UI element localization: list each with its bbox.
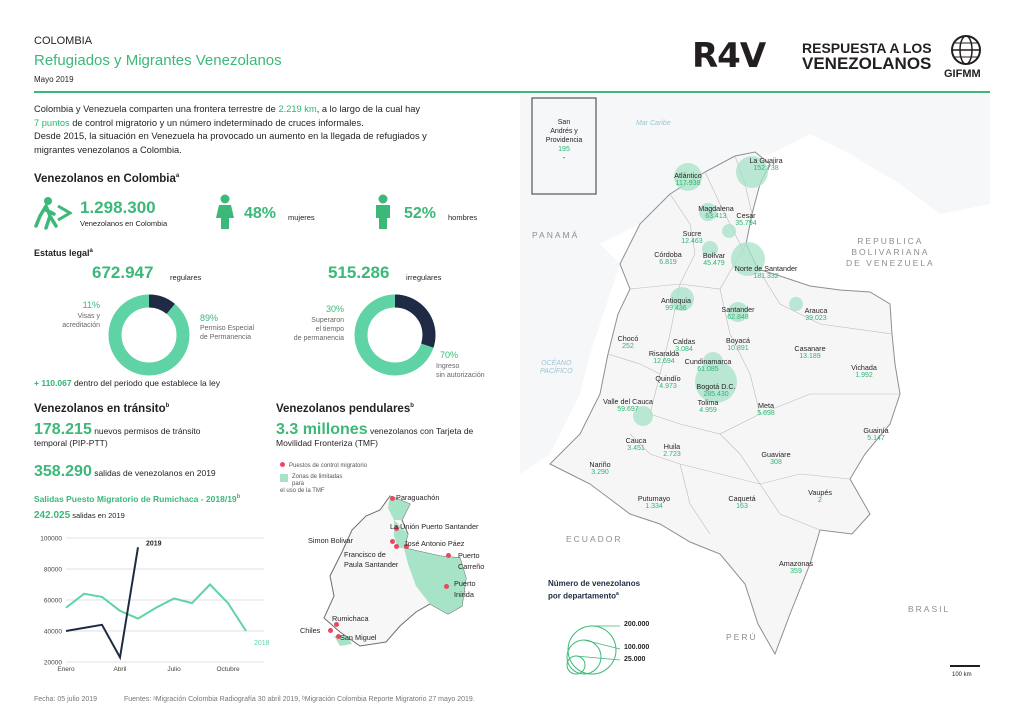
department-value: 63.413 [705, 213, 727, 220]
man-icon [372, 194, 394, 230]
department-label [780, 488, 860, 504]
regulares-large-segment [115, 301, 183, 369]
gifmm-logo-text: GIFMM [944, 68, 981, 80]
irregulares-value: 515.286 [328, 263, 390, 282]
department-value: 3.084 [675, 346, 693, 353]
checkpoint-label: Chiles [300, 626, 321, 635]
department-label [632, 442, 712, 458]
label-ecuador: ECUADOR [566, 534, 623, 544]
department-label [706, 211, 786, 227]
intro-text [34, 103, 514, 157]
checkpoint-label: Simon Bolivar [308, 536, 354, 545]
department-value: 62.848 [727, 314, 749, 321]
san-andres-label: San Andrés y Providencia 195 - [545, 119, 583, 162]
department-value: 285.430 [703, 391, 729, 398]
plus-dentro: + 110.067 dentro del periodo que establece la ley [34, 378, 220, 388]
department-value: 61.085 [697, 366, 719, 373]
women-pct: 48% [244, 205, 277, 222]
legend-value-3: 25.000 [624, 656, 646, 663]
logo-text-1: RESPUESTA A LOS [802, 40, 932, 56]
department-value: 3.451 [627, 445, 645, 452]
migration-checkpoint-icon [446, 553, 451, 558]
irr-small-pct: 30% [325, 304, 344, 314]
en-colombia-heading: Venezolanos en Colombia$^a$ [34, 173, 180, 185]
department-label [836, 426, 916, 442]
irr-large-pct: 70% [440, 350, 459, 360]
department-name: Arauca [804, 306, 828, 315]
migration-checkpoint-icon [390, 539, 395, 544]
pendulares-mini-map [290, 486, 500, 662]
department-value: 2.723 [663, 451, 681, 458]
series-label-2018: 2018 [254, 640, 270, 647]
r4v-logo: R4V [692, 36, 766, 76]
regulares-label: regulares [170, 273, 202, 282]
page-title: Refugiados y Migrantes Venezolanos [34, 52, 282, 69]
checkpoint-label: Puerto [458, 551, 480, 560]
department-label [770, 344, 850, 360]
migration-checkpoint-icon [390, 496, 395, 501]
migration-checkpoint-icon [394, 544, 399, 549]
legend-zonas: Zonas de limitadas para el uso de la TMF [280, 474, 343, 494]
department-label [698, 336, 778, 352]
department-value: 3.290 [591, 469, 609, 476]
permisos-block: 178.215 nuevos permisos de tránsito temporal (PIP-PTT) [34, 421, 201, 448]
checkpoint-label: Carreño [458, 562, 485, 571]
r4v-logo-text [802, 40, 932, 72]
intro-points: 7 puntos [34, 117, 70, 128]
department-name: Tolima [697, 398, 719, 407]
department-label [648, 171, 728, 187]
department-name: Atlántico [674, 171, 702, 180]
department-name: Guainía [863, 426, 889, 435]
checkpoint-label: Rumichaca [332, 614, 369, 623]
department-value: 59.697 [617, 406, 639, 413]
department-name: Cauca [625, 436, 647, 445]
department-label [668, 357, 748, 373]
department-value: 152.738 [753, 165, 779, 172]
gifmm-globe-icon [944, 34, 988, 70]
department-value: 6.819 [659, 259, 677, 266]
department-name: Vichada [851, 363, 877, 372]
intro-line2: de control migratorio y un número indeterminado de cruces informales. [69, 117, 364, 128]
checkpoint-label: Paula Santander [344, 560, 399, 569]
department-name: Nariño [589, 460, 611, 469]
footer-sources: Fuentes: ᵃMigración Colombia Radiografía 30 abril 2019, ᵇMigración Colombia Reporte Migratorio 27 mayo 2019. [124, 696, 475, 703]
reg-small-label: Visas y acreditación [62, 313, 100, 329]
country-label: COLOMBIA [34, 35, 93, 47]
checkpoint-label: Francisco de [344, 550, 386, 559]
donut-regulares [104, 290, 194, 380]
label-venezuela: REPUBLICA BOLIVARIANA DE VENEZUELA [846, 236, 935, 268]
rumichaca-heading: Salidas Puesto Migratorio de Rumichaca - 2018/19$^b$ [34, 494, 241, 504]
reg-large-label: Permiso Especial de Permanencia [200, 325, 255, 341]
pendulares-heading: Venezolanos pendulares$^b$ [276, 403, 414, 415]
donut-irregulares [350, 290, 440, 380]
rumichaca-block: 242.025 salidas en 2019 [34, 510, 125, 521]
pendulares-block: 3.3 millones venezolanos con Tarjeta de Movilidad Fronteriza (TMF) [276, 421, 474, 448]
department-value: 45.479 [703, 260, 725, 267]
department-value: 35.794 [735, 220, 757, 227]
department-name: Meta [758, 401, 774, 410]
department-label [614, 494, 694, 510]
label-brasil: BRASIL [908, 604, 951, 614]
department-value: 13.189 [799, 353, 821, 360]
department-name: Caldas [672, 337, 696, 346]
irr-large-label: Ingreso sin autorización [436, 363, 485, 379]
total-label: Venezolanos en Colombia [80, 219, 168, 228]
department-name: Quindío [655, 374, 681, 383]
department-name: Norte de Santander [734, 264, 798, 273]
department-value: 1.992 [855, 372, 873, 379]
department-label [726, 401, 806, 417]
department-value: 5.698 [757, 410, 775, 417]
page-date: Mayo 2019 [34, 75, 74, 84]
series-line-2018 [66, 585, 246, 632]
intro-line1b: , a lo largo de la cual hay [316, 104, 421, 114]
intro-line4: migrantes venezolanos a Colombia. [34, 144, 182, 155]
y-tick-label: 80000 [43, 566, 62, 574]
x-tick-label: Enero [57, 666, 75, 673]
label-mar-caribe: Mar Caribe [636, 120, 671, 127]
map-legend-title: Número de venezolanos por departamento$^a$ [548, 579, 641, 601]
department-name: Chocó [617, 334, 639, 343]
department-name: Risaralda [648, 349, 680, 358]
checkpoint-label: José Antonio Páez [404, 539, 465, 548]
department-value: 4.973 [659, 383, 677, 390]
legend-value-1: 200.000 [624, 621, 650, 628]
checkpoint-label: San Miguel [340, 633, 377, 642]
men-pct: 52% [404, 205, 437, 222]
department-value: 99.436 [665, 305, 687, 312]
department-value: 252 [622, 343, 634, 350]
checkpoint-label: La Unión Puerto Santander [390, 522, 479, 531]
department-name: Vaupés [808, 488, 832, 497]
department-name: Caquetá [728, 494, 756, 503]
intro-km: 2.219 km [278, 104, 317, 114]
department-name: Santander [721, 305, 755, 314]
department-value: 12.694 [653, 358, 675, 365]
series-label-2019: 2019 [146, 540, 162, 548]
irr-small-label: Superaron el tiempo de permanencia [293, 317, 344, 342]
estatus-heading: Estatus legal$^a$ [34, 248, 93, 258]
men-label: hombres [448, 213, 478, 222]
department-label [736, 450, 816, 466]
department-label [726, 156, 806, 172]
header-divider [34, 91, 990, 93]
salidas-block: 358.290 salidas de venezolanos en 2019 [34, 463, 216, 480]
y-tick-label: 60000 [43, 597, 62, 605]
department-value: 12.463 [681, 238, 703, 245]
department-name: Guaviare [761, 450, 791, 459]
total-value: 1.298.300 [80, 198, 156, 217]
woman-icon [214, 194, 236, 230]
legend-value-2: 100.000 [624, 644, 650, 651]
x-tick-label: Octubre [216, 666, 240, 673]
department-name: La Guajira [749, 156, 783, 165]
y-tick-label: 20000 [43, 659, 62, 667]
department-value: 1.334 [645, 503, 663, 510]
department-name: Valle del Cauca [603, 397, 653, 406]
y-tick-label: 40000 [43, 628, 62, 636]
department-value: 359 [790, 568, 802, 575]
department-name: Cesar [736, 211, 756, 220]
department-name: Cundinamarca [684, 357, 732, 366]
y-tick-label: 100000 [40, 535, 62, 543]
department-label [702, 494, 782, 510]
department-name: Bogotá D.C. [696, 382, 736, 391]
regulares-value: 672.947 [92, 263, 154, 282]
department-label [676, 382, 756, 398]
series-line-2019 [66, 547, 138, 657]
intro-line1: Colombia y Venezuela comparten una frontera terrestre de [34, 104, 279, 114]
legend-puestos: Puestos de control migratorio [280, 462, 367, 469]
department-name: Magdalena [698, 204, 734, 213]
department-value: 308 [770, 459, 782, 466]
department-value: 5.147 [867, 435, 885, 442]
checkpoint-label: Puerto [454, 579, 476, 588]
department-label [652, 229, 732, 245]
label-oceano-pacifico: OCÉANO PACÍFICO [540, 360, 573, 375]
reg-large-pct: 89% [200, 313, 219, 323]
department-label [698, 305, 778, 321]
irregulares-label: irregulares [406, 273, 442, 282]
department-name: Sucre [682, 229, 702, 238]
department-value: 117.938 [675, 180, 701, 187]
migrant-walking-icon [34, 196, 72, 230]
department-name: Putumayo [637, 494, 671, 503]
department-label [726, 264, 806, 280]
department-label [588, 397, 668, 413]
department-label [824, 363, 904, 379]
department-value: 39.023 [805, 315, 827, 322]
department-value: 10.891 [727, 345, 749, 352]
department-name: Córdoba [654, 250, 682, 259]
department-value: 4.959 [699, 407, 717, 414]
department-name: Boyacá [726, 336, 750, 345]
department-name: Huila [663, 442, 681, 451]
women-label: mujeres [288, 213, 315, 222]
x-tick-label: Julio [167, 666, 181, 673]
department-name: Amazonas [779, 559, 813, 568]
scale-label: 100 km [952, 672, 972, 678]
intro-line3: Desde 2015, la situación en Venezuela ha provocado un aumento en la llegada de refugiados y [34, 131, 427, 141]
migration-checkpoint-icon [444, 584, 449, 589]
migration-checkpoint-icon [328, 628, 333, 633]
department-label [756, 559, 836, 575]
department-name: Casanare [794, 344, 826, 353]
label-peru: PERÚ [726, 632, 758, 642]
x-tick-label: Abril [113, 666, 127, 673]
department-value: 2 [818, 497, 822, 504]
rumichaca-line-chart [30, 530, 274, 690]
department-name: Bolívar [702, 251, 726, 260]
department-value: 163 [736, 503, 748, 510]
checkpoint-label: Inirida [454, 590, 474, 599]
department-label [776, 306, 856, 322]
department-value: 181.332 [753, 273, 779, 280]
label-panama: PANAMÁ [532, 230, 580, 240]
transito-heading: Venezolanos en tránsito$^b$ [34, 403, 170, 415]
footer-date: Fecha: 05 julio 2019 [34, 696, 98, 703]
logo-text-2: VENEZOLANOS [802, 54, 932, 73]
checkpoint-label: Paraguachón [396, 493, 440, 502]
department-label [560, 460, 640, 476]
department-name: Antioquia [661, 296, 691, 305]
reg-small-pct: 11% [82, 300, 100, 310]
